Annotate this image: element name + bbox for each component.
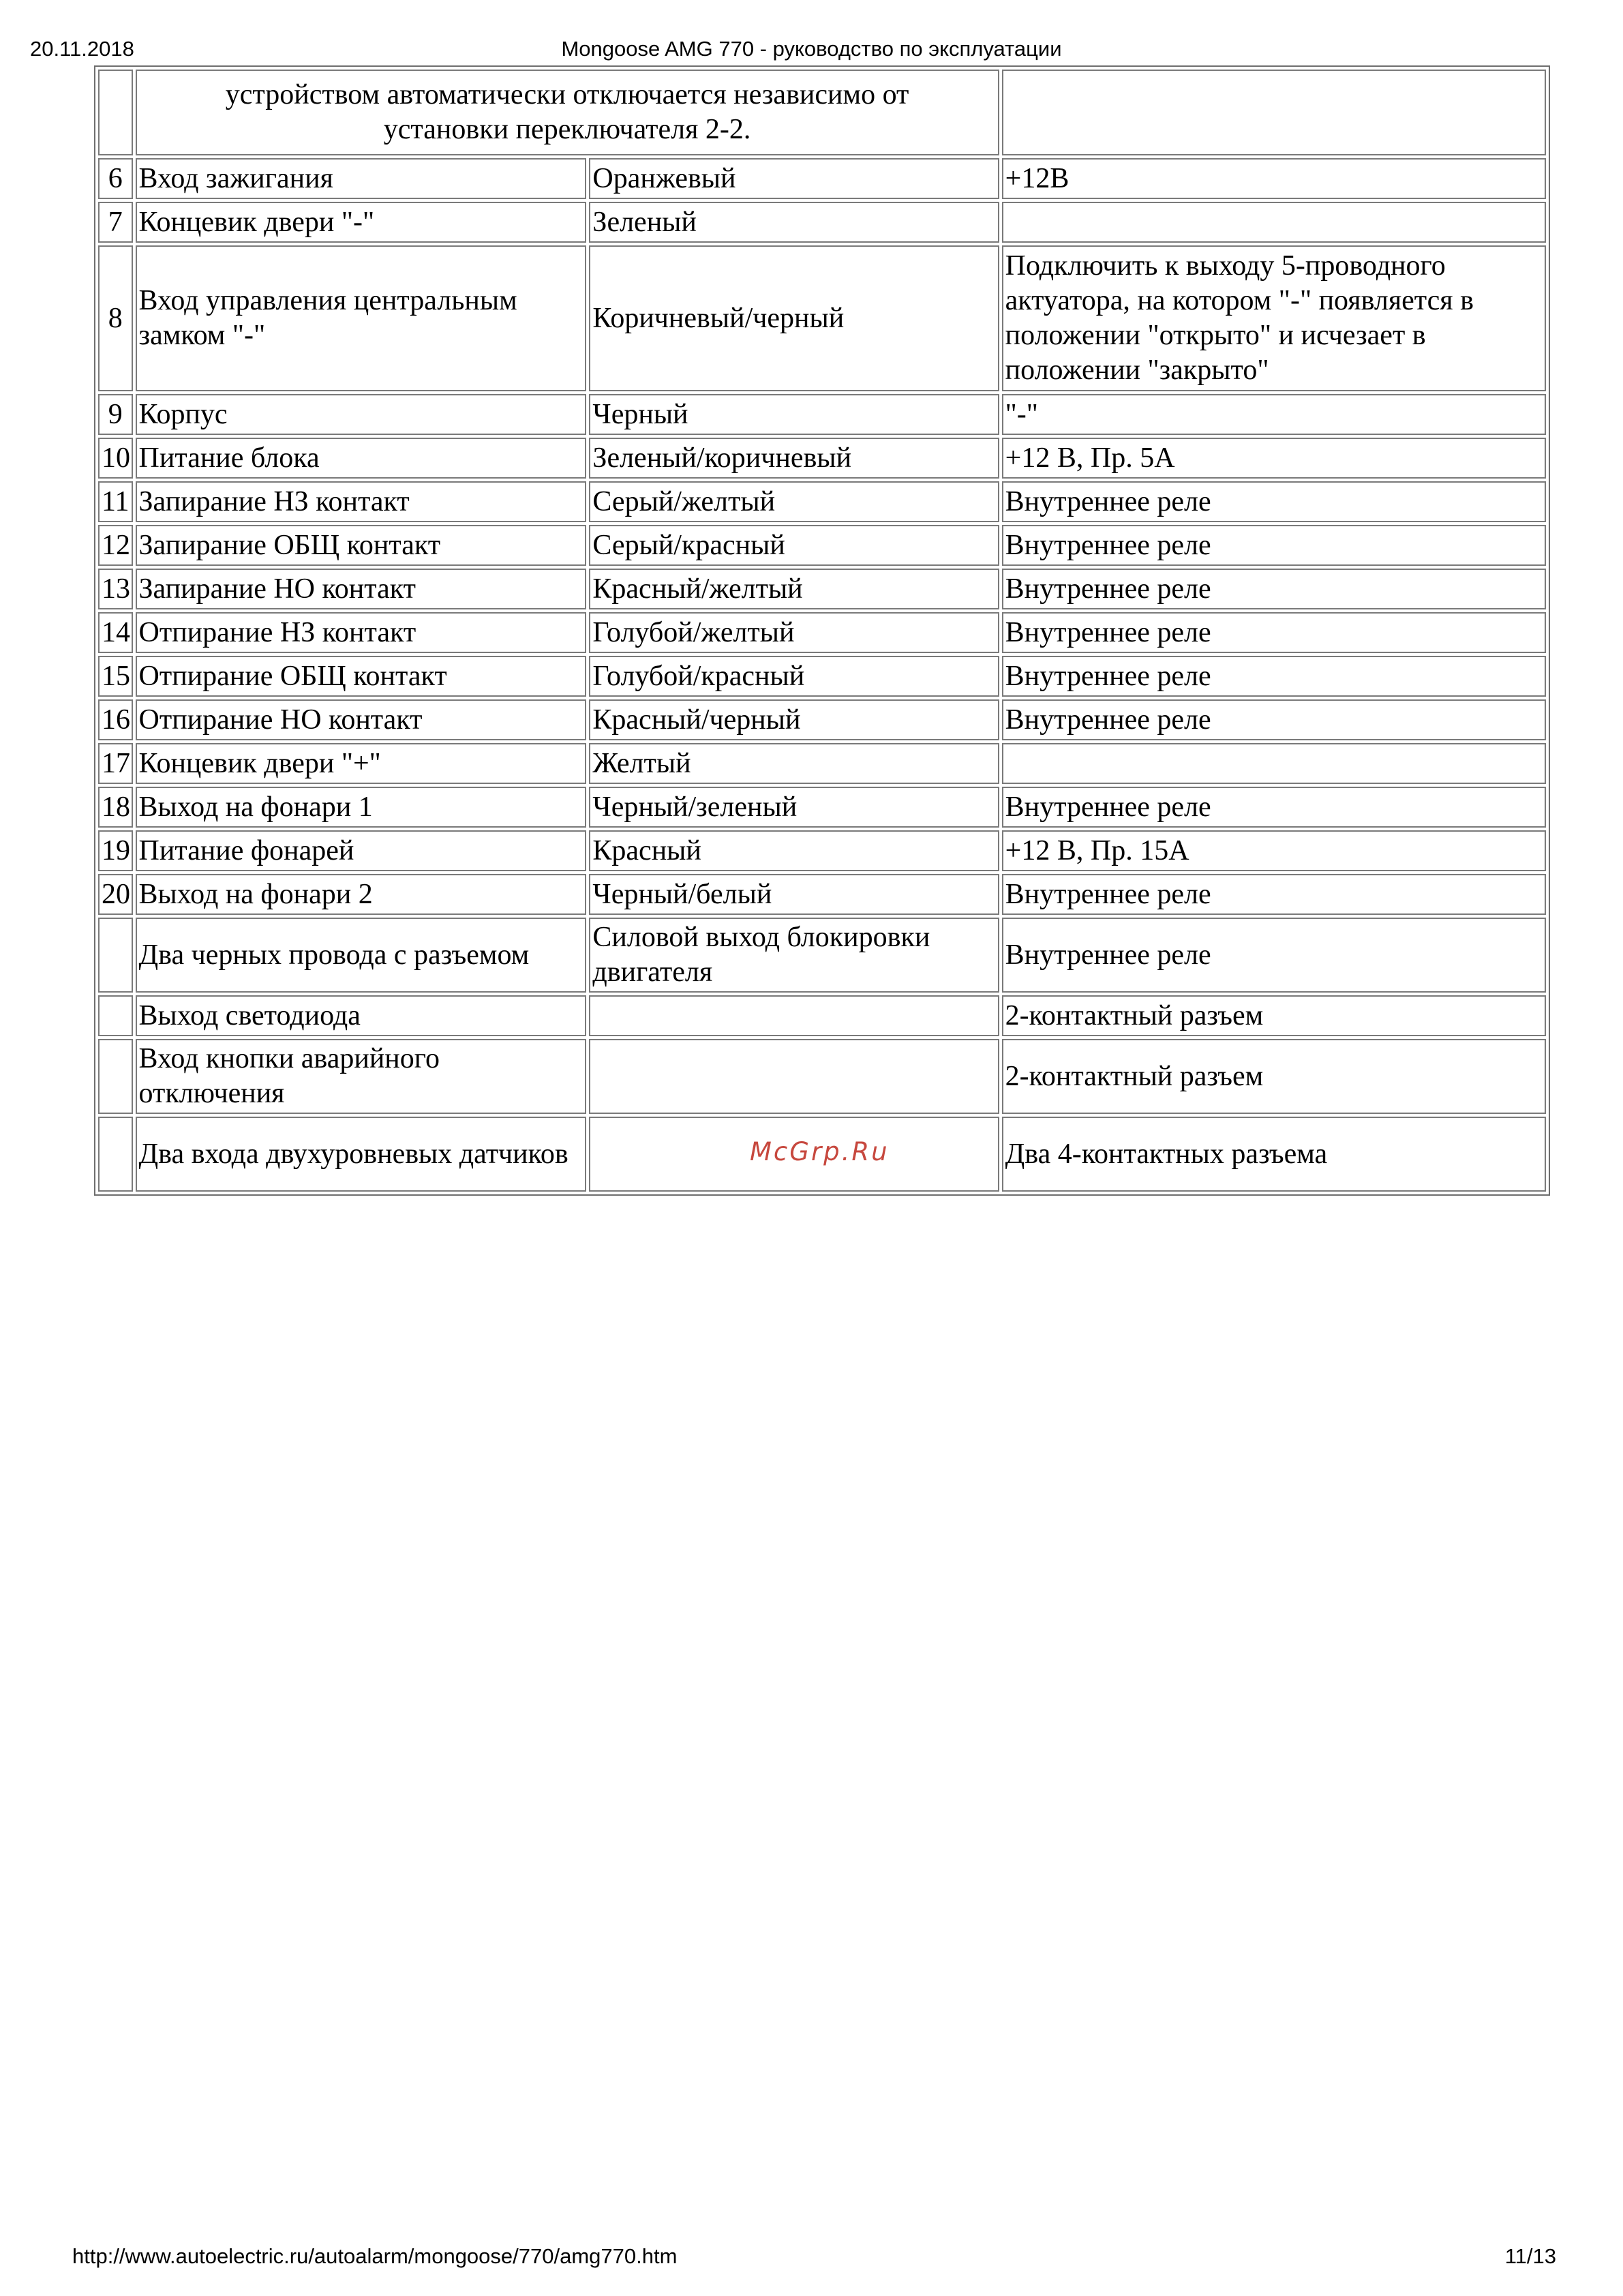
pin-number xyxy=(98,918,133,993)
pin-function: Отпирание НО контакт xyxy=(136,699,587,740)
pin-number: 19 xyxy=(98,830,133,871)
pin-note: Внутреннее реле xyxy=(1002,874,1546,915)
pin-function: Запирание НО контакт xyxy=(136,569,587,609)
pin-number: 13 xyxy=(98,569,133,609)
pin-function: Выход на фонари 2 xyxy=(136,874,587,915)
wire-color: Красный/черный xyxy=(589,699,999,740)
pin-number: 14 xyxy=(98,612,133,653)
pin-note: 2-контактный разъем xyxy=(1002,1039,1546,1114)
wire-color: Зеленый/коричневый xyxy=(589,438,999,479)
wire-color: Красный xyxy=(589,830,999,871)
pin-function: Вход зажигания xyxy=(136,158,587,199)
pin-note: Два 4-контактных разъема xyxy=(1002,1117,1546,1192)
wire-color: Черный/белый xyxy=(589,874,999,915)
pin-number: 9 xyxy=(98,394,133,435)
table-row xyxy=(98,787,1546,828)
pin-function: Отпирание НЗ контакт xyxy=(136,612,587,653)
pin-note: Внутреннее реле xyxy=(1002,699,1546,740)
pin-function: Вход управления центральным замком "-" xyxy=(136,245,587,391)
table-row xyxy=(98,612,1546,653)
pin-number xyxy=(98,995,133,1036)
table-row xyxy=(98,158,1546,199)
table-row xyxy=(98,995,1546,1036)
wire-color: Серый/красный xyxy=(589,525,999,566)
header-date: 20.11.2018 xyxy=(30,37,134,61)
table-row xyxy=(98,830,1546,871)
wiring-table xyxy=(94,65,1550,1196)
pin-number: 16 xyxy=(98,699,133,740)
pin-number xyxy=(98,1039,133,1114)
wire-color: Красный/желтый xyxy=(589,569,999,609)
footer-page-number: 11/13 xyxy=(1504,2244,1556,2268)
continuation-line-1: устройством автоматически отключается независимо от xyxy=(225,79,909,110)
pin-note: Внутреннее реле xyxy=(1002,612,1546,653)
pin-function: Выход на фонари 1 xyxy=(136,787,587,828)
wire-color: Голубой/красный xyxy=(589,656,999,697)
table-row xyxy=(98,656,1546,697)
footer-url[interactable]: http://www.autoelectric.ru/autoalarm/mongoose/770/amg770.htm xyxy=(72,2244,678,2268)
pin-function: Два входа двухуровневых датчиков xyxy=(136,1117,587,1192)
pin-number: 11 xyxy=(98,481,133,522)
pin-number: 12 xyxy=(98,525,133,566)
wire-color: Оранжевый xyxy=(589,158,999,199)
pin-function: Питание фонарей xyxy=(136,830,587,871)
table-row xyxy=(98,438,1546,479)
pin-note xyxy=(1002,202,1546,243)
pin-note: Внутреннее реле xyxy=(1002,525,1546,566)
pin-function: Отпирание ОБЩ контакт xyxy=(136,656,587,697)
pin-number: 8 xyxy=(98,245,133,391)
wire-color: Черный/зеленый xyxy=(589,787,999,828)
pin-number: 20 xyxy=(98,874,133,915)
pin-note: +12В xyxy=(1002,158,1546,199)
table-row xyxy=(98,481,1546,522)
pin-number: 6 xyxy=(98,158,133,199)
pin-note: Внутреннее реле xyxy=(1002,569,1546,609)
pin-function: Вход кнопки аварийного отключения xyxy=(136,1039,587,1114)
pin-note: Внутреннее реле xyxy=(1002,656,1546,697)
pin-number: 7 xyxy=(98,202,133,243)
pin-note: "-" xyxy=(1002,394,1546,435)
table-row xyxy=(98,525,1546,566)
pin-function: Запирание ОБЩ контакт xyxy=(136,525,587,566)
pin-function: Выход светодиода xyxy=(136,995,587,1036)
table-row xyxy=(98,1039,1546,1114)
pin-note: Внутреннее реле xyxy=(1002,787,1546,828)
table-row xyxy=(98,743,1546,784)
pin-note: +12 В, Пр. 5А xyxy=(1002,438,1546,479)
wire-color xyxy=(589,995,999,1036)
table-row xyxy=(98,202,1546,243)
continuation-line-2: установки переключателя 2-2. xyxy=(383,114,751,145)
table-row xyxy=(98,394,1546,435)
table-row xyxy=(98,918,1546,993)
pin-note xyxy=(1002,743,1546,784)
pin-number: 15 xyxy=(98,656,133,697)
pin-note: Внутреннее реле xyxy=(1002,918,1546,993)
table-row xyxy=(98,245,1546,391)
pin-note: Внутреннее реле xyxy=(1002,481,1546,522)
wire-color: Силовой выход блокировки двигателя xyxy=(589,918,999,993)
wire-color: Черный xyxy=(589,394,999,435)
wire-color: Коричневый/черный xyxy=(589,245,999,391)
table-cell-note xyxy=(1002,70,1546,155)
wire-color xyxy=(589,1039,999,1114)
pin-number: 18 xyxy=(98,787,133,828)
pin-note: +12 В, Пр. 15А xyxy=(1002,830,1546,871)
watermark: McGrp.Ru xyxy=(750,1137,890,1166)
pin-function: Концевик двери "-" xyxy=(136,202,587,243)
pin-note: Подключить к выходу 5-проводного актуатора, на котором "-" появляется в положении "открыто" и исчезает в положении "закрыто" xyxy=(1002,245,1546,391)
table-cell-continuation-text xyxy=(136,70,999,155)
table-row-continuation xyxy=(98,70,1546,155)
wire-color: Зеленый xyxy=(589,202,999,243)
pin-function: Концевик двери "+" xyxy=(136,743,587,784)
table-row xyxy=(98,699,1546,740)
table-row xyxy=(98,874,1546,915)
wire-color: Голубой/желтый xyxy=(589,612,999,653)
pin-number: 17 xyxy=(98,743,133,784)
pin-number: 10 xyxy=(98,438,133,479)
pin-function: Два черных провода с разъемом xyxy=(136,918,587,993)
table-row xyxy=(98,569,1546,609)
pin-function: Корпус xyxy=(136,394,587,435)
pin-note: 2-контактный разъем xyxy=(1002,995,1546,1036)
pin-function: Запирание НЗ контакт xyxy=(136,481,587,522)
table-cell-number xyxy=(98,70,133,155)
wire-color: Серый/желтый xyxy=(589,481,999,522)
pin-number xyxy=(98,1117,133,1192)
pin-function: Питание блока xyxy=(136,438,587,479)
header-title: Mongoose AMG 770 - руководство по эксплуатации xyxy=(561,37,1062,61)
wire-color: Желтый xyxy=(589,743,999,784)
